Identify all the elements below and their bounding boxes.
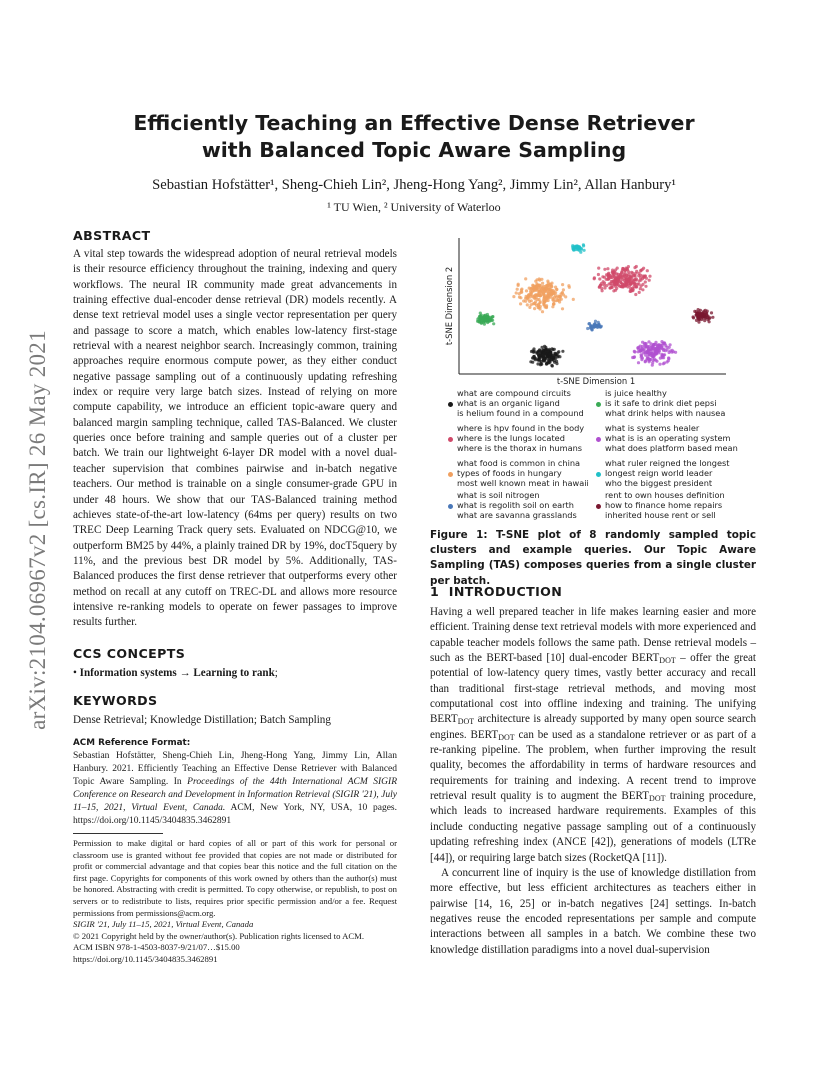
tsne-point: [573, 246, 576, 249]
tsne-point: [536, 278, 539, 281]
tsne-point: [632, 280, 635, 283]
tsne-point: [633, 355, 636, 358]
acm-reference-heading: ACM Reference Format:: [73, 738, 191, 748]
arxiv-stamp-text: arXiv:2104.06967v2 [cs.IR] 26 May 2021: [25, 330, 50, 730]
acm-ref-a: Sebastian Hofstätter, Sheng-Chieh Lin, Jheng-Hong Yang, Jimmy Lin, Allan Hanbury. 2021. Efficiently Teaching an Effective Dense Retriever with Balanced Topic Aware Sampling. In: [73, 751, 397, 787]
tsne-point: [547, 299, 550, 302]
intro-text: architecture is already supported by many open source search engines. BERT: [430, 713, 756, 741]
tsne-point: [550, 291, 553, 294]
legend-group-5: [605, 388, 755, 418]
tsne-point: [643, 342, 646, 345]
tsne-point: [561, 350, 564, 353]
tsne-point: [520, 289, 523, 292]
tsne-point: [524, 297, 527, 300]
tsne-point: [647, 340, 650, 343]
footnote-rule: [73, 833, 163, 834]
tsne-point: [706, 310, 709, 313]
tsne-point: [637, 361, 640, 364]
tsne-point: [629, 275, 632, 278]
tsne-point: [640, 353, 643, 356]
tsne-point: [645, 358, 648, 361]
tsne-point: [568, 286, 571, 289]
legend-text: what food is common in china: [457, 458, 581, 468]
tsne-point: [557, 350, 560, 353]
tsne-point: [524, 277, 527, 280]
legend-text: inherited house rent or sell: [605, 510, 716, 521]
tsne-point: [594, 320, 597, 323]
legend-text: what ruler reigned the longest: [605, 458, 730, 468]
tsne-point: [637, 272, 640, 275]
tsne-point: [634, 272, 637, 275]
tsne-point: [482, 316, 485, 319]
tsne-point: [663, 353, 666, 356]
tsne-point: [536, 351, 539, 354]
tsne-point: [529, 360, 532, 363]
introduction-section: [430, 584, 756, 958]
tsne-point: [545, 363, 548, 366]
tsne-point: [648, 279, 651, 282]
keywords-heading: KEYWORDS: [73, 693, 158, 708]
tsne-point: [658, 363, 661, 366]
introduction-heading: [430, 584, 756, 599]
tsne-point: [539, 289, 542, 292]
tsne-point: [633, 283, 636, 286]
tsne-point: [622, 268, 625, 271]
tsne-point: [536, 284, 539, 287]
tsne-point: [646, 351, 649, 354]
permission-block: [73, 838, 397, 966]
tsne-point: [644, 285, 647, 288]
tsne-point: [601, 289, 604, 292]
legend-text: what is regolith soil on earth: [457, 500, 574, 511]
tsne-point: [529, 292, 532, 295]
subscript-dot: DOT: [659, 656, 676, 666]
tsne-point: [537, 357, 540, 360]
tsne-point: [644, 280, 647, 283]
tsne-point: [669, 343, 672, 346]
legend-text: what are savanna grasslands: [457, 510, 577, 521]
legend-group-6: [605, 423, 755, 453]
tsne-point: [662, 348, 665, 351]
legend-text: rent to own houses definition: [605, 490, 725, 500]
tsne-point: [525, 289, 528, 292]
tsne-point: [708, 317, 711, 320]
tsne-point: [710, 311, 713, 314]
tsne-point: [638, 279, 641, 282]
tsne-point: [548, 353, 551, 356]
tsne-point: [526, 303, 529, 306]
legend-text: most well known meat in hawaii: [457, 478, 589, 489]
legend-dot-6: [596, 437, 601, 442]
intro-paragraph-1: [430, 605, 756, 866]
legend-group-4: [457, 490, 607, 520]
tsne-point: [610, 286, 613, 289]
tsne-point: [602, 280, 605, 283]
tsne-point: [519, 302, 522, 305]
legend-text: types of foods in hungary: [457, 468, 562, 479]
y-axis-label: t-SNE Dimension 2: [444, 266, 454, 346]
tsne-point: [562, 288, 565, 291]
legend-dot-2: [448, 437, 453, 442]
acm-reference-text: [73, 750, 397, 827]
tsne-point: [579, 251, 582, 254]
tsne-point: [598, 324, 601, 327]
tsne-point: [591, 327, 594, 330]
legend-dot-5: [596, 402, 601, 407]
tsne-point: [699, 309, 702, 312]
ccs-subcategory: Learning to rank: [193, 667, 275, 679]
tsne-point: [550, 364, 553, 367]
tsne-point: [642, 267, 645, 270]
tsne-point: [553, 348, 556, 351]
legend-dot-7: [596, 472, 601, 477]
acm-ref-proceedings: Proceedings of the 44th International ACM SIGIR Conference on Research and Development in Information Retrieval (SIGIR '21), July 11–15, 2021, Virtual Event, Canada.: [73, 776, 398, 813]
tsne-point: [634, 293, 637, 296]
permission-text: Permission to make digital or hard copies of all or part of this work for personal or classroom use is granted without fee provided that copies are not made or distributed for profit or commercial advantage and that copies bear this notice and the full citation on the first page. Copyrights for components of this work owned by others than the author(s) must be honored. Abstracting with credit is permitted. To copy otherwise, or republish, to post on servers or to redistribute to lists, requires prior specific permission and/or a fee. Request permissions from permissions@acm.org.: [73, 838, 397, 918]
legend-text: where is the thorax in humans: [457, 443, 583, 454]
tsne-point: [622, 274, 625, 277]
tsne-point: [552, 299, 555, 302]
tsne-point: [650, 354, 653, 357]
legend-dot-8: [596, 504, 601, 509]
ccs-section: [73, 646, 397, 679]
tsne-point: [638, 291, 641, 294]
tsne-point: [517, 284, 520, 287]
tsne-point: [518, 296, 521, 299]
tsne-point: [540, 278, 543, 281]
legend-text: where is hpv found in the body: [457, 423, 585, 433]
abstract-heading: ABSTRACT: [73, 228, 151, 243]
tsne-point: [542, 352, 545, 355]
tsne-point: [644, 274, 647, 277]
tsne-point: [615, 287, 618, 290]
keywords-text: Dense Retrieval; Knowledge Distillation; Batch Sampling: [73, 714, 331, 726]
tsne-point: [532, 357, 535, 360]
tsne-point: [553, 356, 556, 359]
tsne-point: [479, 312, 482, 315]
tsne-point: [484, 319, 487, 322]
tsne-point: [583, 249, 586, 252]
ccs-category: Information systems: [79, 667, 177, 679]
tsne-point: [616, 281, 619, 284]
tsne-point: [701, 312, 704, 315]
tsne-point: [613, 283, 616, 286]
tsne-point: [480, 322, 483, 325]
tsne-point: [648, 275, 651, 278]
tsne-point: [603, 283, 606, 286]
title-line-2: with Balanced Topic Aware Sampling: [201, 138, 627, 162]
tsne-point: [562, 293, 565, 296]
ccs-item: [73, 667, 397, 679]
legend-text: who the biggest president: [605, 478, 713, 489]
tsne-point: [609, 274, 612, 277]
tsne-point: [698, 318, 701, 321]
legend-text: is juice healthy: [605, 388, 667, 398]
tsne-point: [597, 267, 600, 270]
intro-paragraph-2: A concurrent line of inquiry is the use of knowledge distillation from more effective, but less efficient architectures as teachers either in pairwise [14, 16, 25] or in-batch negatives [24] settings. In-batch negatives reuse the encoded representations per sample and compute interactions between all samples in a batch. We combine these two knowledge distillation paradigms into a novel dual-supervision: [430, 866, 756, 956]
tsne-point: [666, 348, 669, 351]
tsne-point: [531, 284, 534, 287]
tsne-point: [593, 277, 596, 280]
section-title: INTRODUCTION: [448, 584, 563, 599]
legend-text: how to finance home repairs: [605, 500, 723, 511]
intro-text: training procedure, which leads to increased hardware requirements. Examples of this include conducting negative passage sampling out of a continuously updating refreshing index (ANCE [42]), generations of models (LTRe [44]), or requiring large batch sizes (RocketQA [11]).: [430, 790, 756, 864]
tsne-point: [546, 288, 549, 291]
intro-text: Having a well prepared teacher in life makes learning easier and more efficient. Training dense text retrieval models with more experienced and capable teacher models follows the same path. Dense retrieval models – such as the BERT-based [10] dual-encoder BERT: [430, 606, 756, 665]
legend-group-1: [457, 388, 607, 418]
figure-caption-block: [430, 528, 756, 589]
arxiv-stamp: [18, 290, 58, 770]
subscript-dot: DOT: [457, 717, 475, 727]
legend-text: what drink helps with nausea: [605, 408, 726, 419]
tsne-point: [572, 298, 575, 301]
section-number: 1: [430, 584, 440, 599]
tsne-point: [546, 280, 549, 283]
tsne-point: [543, 303, 546, 306]
legend-group-8: [605, 490, 755, 520]
legend-dot-4: [448, 504, 453, 509]
tsne-point: [528, 306, 531, 309]
tsne-point: [637, 346, 640, 349]
legend-group-3: [457, 458, 607, 488]
abstract-text: A vital step towards the widespread adoption of neural retrieval models is their resource efficiency throughout the training, indexing and query workflows. The neural IR community made great advancements in training effective dual-encoder dense retrieval (DR) models recently. A dense text retrieval model uses a single vector representation per query and passage to score a match, which enables low-latency first-stage retrieval with a nearest neighbor search. Increasingly common, training approaches require enormous compute power, as they either conduct negative passage sampling out of a continuously updating refreshing index or require very large batch sizes. Instead of relying on more compute capability, we introduce an efficient topic-aware query and balanced margin sampling technique, called TAS-Balanced. We cluster queries once before training and sample queries out of a cluster per batch. We train our lightweight 6-layer DR model with a novel dual-teacher supervision that combines pairwise and in-batch negative teachers. Our method is trainable on a single consumer-grade GPU in under 48 hours. We show that our TAS-Balanced training method achieves state-of-the-art low-latency (64ms per query) results on two TREC Deep Learning Track query sets. Evaluated on NDCG@10, we outperform BM25 by 44%, a plainly trained DR by 19%, docT5query by 11%, and the previous best DR model by 5%. Additionally, TAS-Balanced produces the first dense retriever that outperforms every other method on recall at any cutoff on TREC-DL and allows more resource intensive re-ranking models to operate on fewer passages to improve results further.: [73, 248, 397, 629]
tsne-point: [637, 283, 640, 286]
isbn-line: ACM ISBN 978-1-4503-8037-9/21/07…$15.00: [73, 942, 240, 953]
venue-line: SIGIR '21, July 11–15, 2021, Virtual Event, Canada: [73, 919, 254, 930]
tsne-point: [640, 349, 643, 352]
copyright-line: © 2021 Copyright held by the owner/author(s). Publication rights licensed to ACM.: [73, 930, 365, 941]
tsne-point: [635, 277, 638, 280]
tsne-point: [487, 316, 490, 319]
tsne-point: [606, 267, 609, 270]
tsne-point: [598, 277, 601, 280]
tsne-point: [631, 289, 634, 292]
tsne-point: [544, 296, 547, 299]
keywords-section: [73, 693, 397, 728]
legend-text: what does platform based mean: [605, 443, 738, 454]
tsne-point: [556, 299, 559, 302]
tsne-point: [639, 287, 642, 290]
tsne-point: [611, 269, 614, 272]
figure-caption: Figure 1: T-SNE plot of 8 randomly sampled topic clusters and example queries. Our Topic Aware Sampling (TAS) composes queries from a single cluster per batch.: [430, 529, 756, 587]
tsne-points: [476, 243, 715, 367]
tsne-point: [561, 283, 564, 286]
tsne-point: [593, 324, 596, 327]
ccs-end: ;: [274, 667, 278, 679]
tsne-point: [542, 358, 545, 361]
tsne-point: [603, 268, 606, 271]
tsne-point: [609, 282, 612, 285]
tsne-point: [483, 323, 486, 326]
tsne-point: [618, 278, 621, 281]
tsne-point: [544, 346, 547, 349]
tsne-point: [657, 349, 660, 352]
legend-text: longest reign world leader: [605, 468, 713, 479]
tsne-point: [652, 343, 655, 346]
tsne-point: [613, 271, 616, 274]
tsne-point: [656, 345, 659, 348]
tsne-point: [549, 283, 552, 286]
tsne-point: [647, 348, 650, 351]
tsne-point: [552, 302, 555, 305]
tsne-point: [541, 282, 544, 285]
tsne-point: [577, 248, 580, 251]
affiliations: ¹ TU Wien, ² University of Waterloo: [327, 200, 501, 214]
tsne-point: [661, 356, 664, 359]
tsne-point: [667, 359, 670, 362]
ccs-bullet: •: [73, 667, 77, 679]
tsne-point: [512, 295, 515, 298]
tsne-point: [614, 276, 617, 279]
authors: Sebastian Hofstätter¹, Sheng-Chieh Lin², Jheng-Hong Yang², Jimmy Lin², Allan Hanbury¹: [152, 177, 676, 193]
legend-text: where is the lungs located: [457, 433, 565, 444]
tsne-point: [553, 361, 556, 364]
tsne-point: [528, 287, 531, 290]
title-line-1: Efficiently Teaching an Effective Dense Retriever: [133, 111, 695, 135]
legend-text: what is is an operating system: [605, 433, 731, 444]
tsne-point: [553, 296, 556, 299]
tsne-point: [554, 286, 557, 289]
x-axis-label: t-SNE Dimension 1: [556, 376, 636, 386]
legend-text: is it safe to drink diet pepsi: [605, 398, 717, 409]
intro-text: – offer the great potential of low-latency query times, vastly better accuracy and recall than traditional first-stage retrieval methods, and moving most computational cost into offline indexing and training. The unifying BERT: [430, 652, 756, 726]
tsne-point: [535, 288, 538, 291]
tsne-point: [542, 299, 545, 302]
tsne-point: [696, 312, 699, 315]
acm-ref-b: ACM, New York, NY, USA, 10 pages. https://doi.org/10.1145/3404835.3462891: [73, 802, 397, 826]
tsne-point: [537, 303, 540, 306]
tsne-point: [653, 358, 656, 361]
tsne-point: [541, 310, 544, 313]
acm-reference: [73, 738, 397, 827]
legend-text: is helium found in a compound: [457, 408, 584, 419]
legend-group-7: [605, 458, 755, 488]
tsne-point: [597, 321, 600, 324]
tsne-point: [627, 282, 630, 285]
paper-title: [90, 110, 738, 164]
tsne-point: [650, 348, 653, 351]
subscript-dot: DOT: [498, 732, 515, 742]
tsne-point: [557, 354, 560, 357]
tsne-point: [516, 288, 519, 291]
tsne-point: [561, 307, 564, 310]
legend-text: what is soil nitrogen: [457, 490, 540, 500]
tsne-point: [547, 359, 550, 362]
tsne-point: [515, 291, 518, 294]
tsne-point: [633, 266, 636, 269]
legend-text: what are compound circuits: [457, 388, 571, 398]
tsne-point: [541, 346, 544, 349]
tsne-point: [641, 283, 644, 286]
tsne-point: [711, 316, 714, 319]
intro-text: can be used as a standalone retriever or as part of a re-ranking pipeline. The problem, when further improving the result quality, becomes the affordability in terms of hardware resources and requirements for training and indexing. A recent trend to improve retrieval result quality is to augment the BERT: [430, 728, 756, 803]
tsne-point: [695, 319, 698, 322]
tsne-point: [646, 269, 649, 272]
doi-line: https://doi.org/10.1145/3404835.3462891: [73, 953, 218, 964]
tsne-point: [549, 296, 552, 299]
tsne-point: [551, 305, 554, 308]
ccs-heading: CCS CONCEPTS: [73, 646, 186, 661]
tsne-point: [661, 344, 664, 347]
tsne-point: [539, 294, 542, 297]
tsne-point: [492, 322, 495, 325]
tsne-point: [533, 307, 536, 310]
ccs-arrow: →: [179, 667, 191, 679]
tsne-point: [597, 273, 600, 276]
legend-dot-1: [448, 402, 453, 407]
legend-text: what is an organic ligand: [457, 398, 560, 409]
legend-text: what is systems healer: [605, 423, 700, 433]
tsne-point: [692, 315, 695, 318]
tsne-point: [630, 271, 633, 274]
tsne-point: [633, 350, 636, 353]
tsne-point: [582, 243, 585, 246]
tsne-point: [671, 349, 674, 352]
tsne-point: [531, 349, 534, 352]
tsne-point: [538, 298, 541, 301]
tsne-point: [623, 271, 626, 274]
tsne-point: [702, 310, 705, 313]
subscript-dot: DOT: [649, 794, 666, 804]
tsne-point: [524, 300, 527, 303]
tsne-plot: [430, 234, 756, 394]
tsne-point: [667, 356, 670, 359]
tsne-point: [558, 295, 561, 298]
tsne-point: [614, 268, 617, 271]
tsne-point: [534, 302, 537, 305]
tsne-point: [620, 285, 623, 288]
abstract-section: [73, 228, 397, 631]
legend-dot-3: [448, 472, 453, 477]
tsne-point: [539, 353, 542, 356]
tsne-point: [599, 284, 602, 287]
tsne-point: [586, 327, 589, 330]
legend-group-2: [457, 423, 607, 453]
tsne-point: [587, 322, 590, 325]
